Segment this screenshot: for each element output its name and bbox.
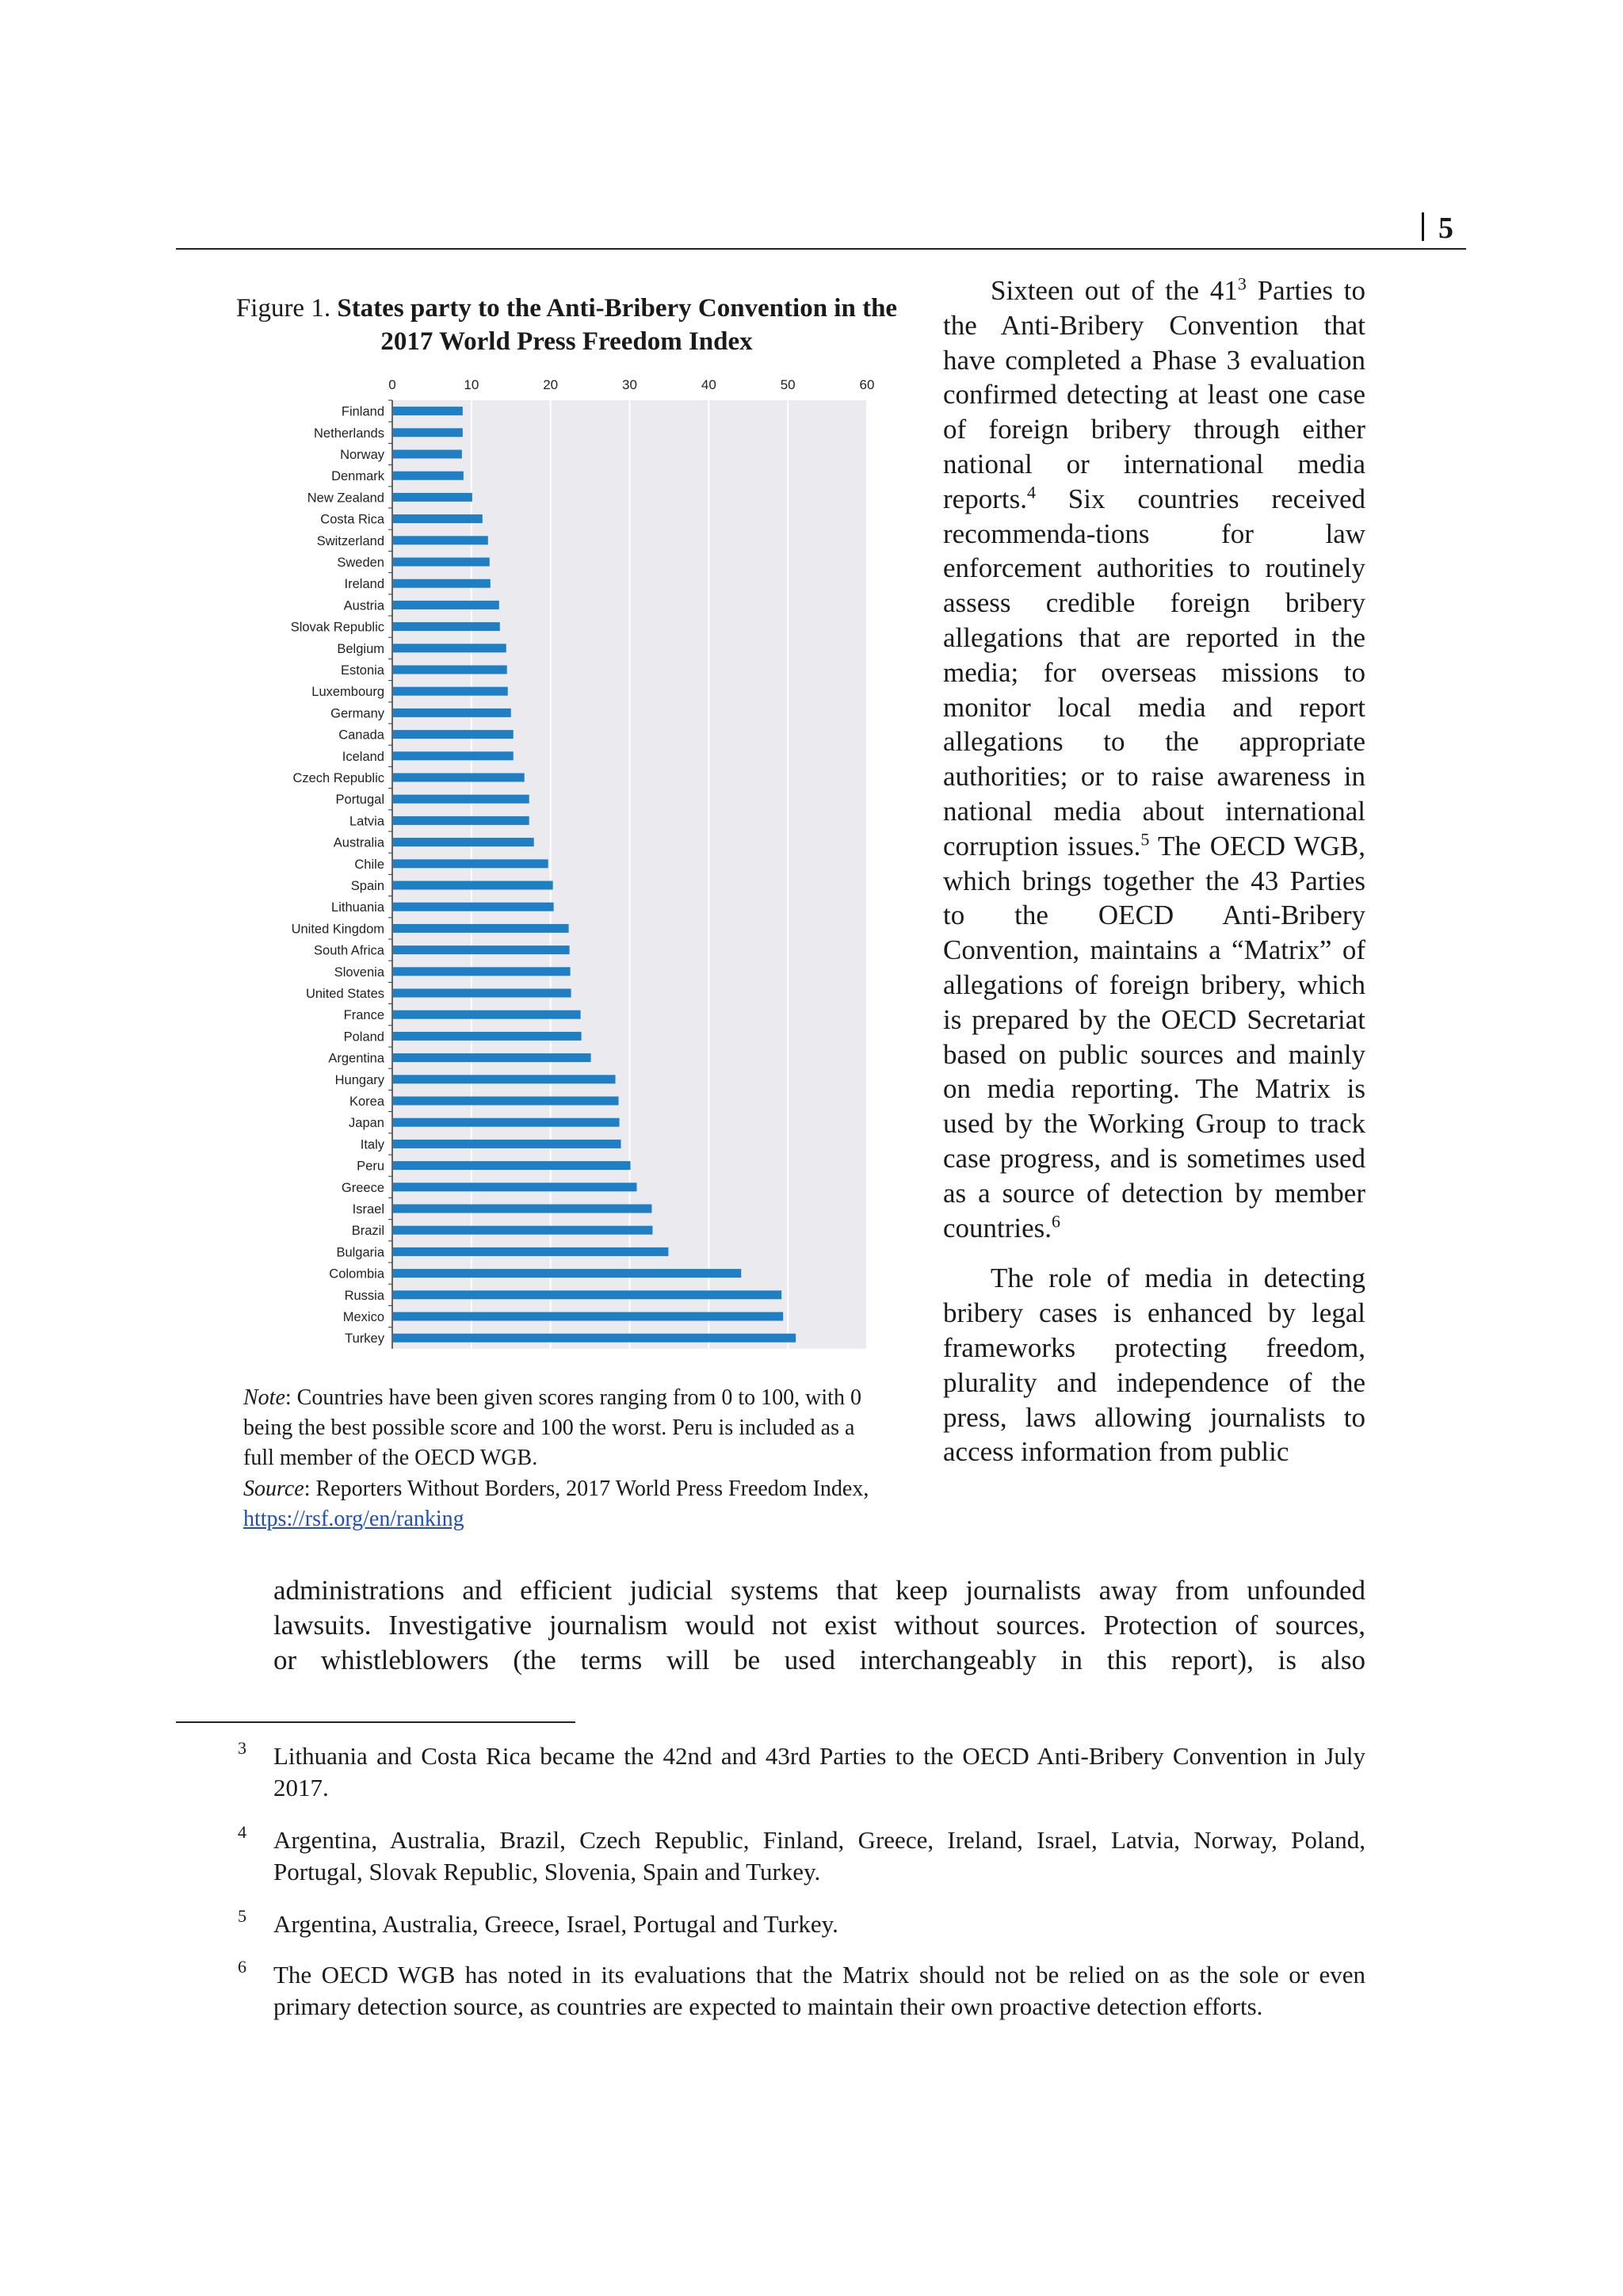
figure-title <box>230 292 903 358</box>
category-label: Poland <box>343 1030 384 1045</box>
source-label: Source <box>243 1477 304 1501</box>
bar <box>393 924 569 933</box>
bar <box>393 1226 652 1235</box>
para2-line-3: or whistleblowers (the terms will be used interchangeably in this report), is also <box>273 1644 1365 1675</box>
bar <box>393 774 525 782</box>
footnote-ref-4[interactable]: 4 <box>1026 482 1036 502</box>
category-label: Colombia <box>329 1266 384 1282</box>
bar <box>393 472 464 480</box>
bar <box>393 601 499 609</box>
bar <box>393 967 571 976</box>
bar <box>393 514 483 523</box>
category-label: Peru <box>357 1159 384 1174</box>
footnote-text: Lithuania and Costa Rica became the 42nd and 43rd Parties to the OECD Anti-Bribery Convention in July 2017. <box>273 1742 1365 1801</box>
x-tick-label: 20 <box>543 377 559 392</box>
category-label: Korea <box>349 1095 384 1109</box>
footnote-5 <box>238 1908 1365 1940</box>
category-label: Slovenia <box>334 965 384 980</box>
page-number-text: 5 <box>1438 212 1453 245</box>
footnote-number: 5 <box>238 1906 246 1926</box>
category-label: Netherlands <box>314 426 384 441</box>
category-label: Australia <box>333 835 384 850</box>
category-label: Greece <box>341 1180 384 1195</box>
paragraph-2-start: The role of media in detecting bribery cases is enhanced by legal frameworks protecting freedom, plurality and independence of the press, laws allowing journalists to access information from public <box>943 1263 1365 1468</box>
footnote-6 <box>238 1959 1365 2023</box>
bar <box>393 536 488 544</box>
para2-line-2: lawsuits. Investigative journalism would not exist without sources. Protection of sources, <box>273 1609 1365 1641</box>
bar <box>393 903 554 911</box>
source-text: : Reporters Without Borders, 2017 World Press Freedom Index, <box>304 1477 869 1501</box>
footnote-text: Argentina, Australia, Greece, Israel, Portugal and Turkey. <box>273 1910 838 1938</box>
category-label: France <box>343 1008 384 1023</box>
category-label: Slovak Republic <box>290 620 384 635</box>
header-rule <box>176 248 1466 250</box>
bar <box>393 1205 651 1213</box>
bar <box>393 1010 581 1019</box>
para1-part4: The OECD WGB, which brings together the 43 Parties to the OECD Anti-Bribery Convention, maintains a “Matrix” of allegations of foreign bribery, which is prepared by the OECD Secretariat based on public sources and mainly on media reporting. The Matrix is used by the Working Group to track case progress, and is sometimes used as a source of detection by member countries. <box>943 830 1365 1244</box>
bar <box>393 428 463 437</box>
bar <box>393 1097 619 1106</box>
category-label: Costa Rica <box>320 512 384 527</box>
category-label: United Kingdom <box>291 922 384 937</box>
category-label: South Africa <box>314 943 384 958</box>
bar <box>393 1247 668 1256</box>
category-label: Austria <box>343 598 384 613</box>
para2-line-1: administrations and efficient judicial systems that keep journalists away from unfounded <box>273 1575 1365 1606</box>
bar <box>393 1312 783 1321</box>
bar <box>393 730 514 739</box>
x-tick-label: 50 <box>780 377 796 392</box>
figure-title-text: States party to the Anti-Bribery Convention in the 2017 World Press Freedom Index <box>337 294 898 356</box>
x-tick-label: 60 <box>859 377 875 392</box>
page-number <box>1422 211 1453 246</box>
bar <box>393 1334 796 1343</box>
category-label: Russia <box>344 1288 384 1303</box>
category-label: Iceland <box>342 749 384 764</box>
footnote-text: Argentina, Australia, Brazil, Czech Republic, Finland, Greece, Ireland, Israel, Latvia, Norway, Poland, Portugal, Slovak Republic, Slovenia, Spain and Turkey. <box>273 1826 1365 1885</box>
para1-part1: Sixteen out of the 41 <box>991 275 1238 306</box>
paragraph-2-continuation <box>273 1573 1365 1677</box>
footnote-ref-6[interactable]: 6 <box>1052 1210 1061 1231</box>
category-label: Argentina <box>328 1051 384 1066</box>
footnote-number: 6 <box>238 1957 246 1977</box>
category-label: Mexico <box>342 1310 384 1324</box>
category-label: Finland <box>341 404 384 419</box>
bar <box>393 1182 636 1191</box>
footnote-ref-3[interactable]: 3 <box>1237 273 1247 294</box>
paragraph-1 <box>943 273 1365 1245</box>
bar <box>393 1032 582 1041</box>
bar <box>393 859 548 868</box>
category-label: Lithuania <box>331 900 384 915</box>
category-label: Canada <box>338 728 384 743</box>
footnote-ref-5[interactable]: 5 <box>1140 829 1150 850</box>
footnote-3 <box>238 1740 1365 1804</box>
bar <box>393 687 508 696</box>
category-label: Belgium <box>337 641 384 656</box>
x-tick-label: 10 <box>464 377 479 392</box>
category-label: Bulgaria <box>336 1245 384 1260</box>
bar <box>393 622 500 631</box>
bar <box>393 1075 616 1083</box>
category-label: United States <box>305 987 384 1001</box>
right-column-text <box>943 273 1365 1469</box>
footnote-number: 3 <box>238 1738 246 1758</box>
category-label: Hungary <box>334 1072 384 1087</box>
para1-part3: Six countries received recommenda-tions for law enforcement authorities to routinely assess credible foreign bribery allegations that are reported in the media; for overseas missions to monitor local media and report allegations to the appropriate authorities; or to raise awareness in national media about international corruption issues. <box>943 483 1365 861</box>
bar <box>393 1118 620 1127</box>
bar <box>393 751 514 760</box>
bar <box>393 644 506 652</box>
bar <box>393 1269 741 1278</box>
category-label: New Zealand <box>307 491 384 506</box>
bar <box>393 989 571 998</box>
figure-note <box>243 1383 877 1473</box>
bar <box>393 450 462 459</box>
footnote-rule <box>176 1721 575 1723</box>
bar-chart <box>262 372 896 1363</box>
figure-label: Figure 1. <box>235 294 331 323</box>
category-label: Israel <box>352 1202 384 1217</box>
note-text: : Countries have been given scores ranging from 0 to 100, with 0 being the best possible score and 100 the worst. Peru is included as a full member of the OECD WGB. <box>243 1385 861 1470</box>
category-label: Latvia <box>349 814 384 829</box>
category-label: Denmark <box>331 469 384 484</box>
page-number-bar <box>1422 212 1424 241</box>
footnote-number: 4 <box>238 1822 246 1842</box>
bar <box>393 881 553 890</box>
category-label: Luxembourg <box>311 685 384 700</box>
category-label: Italy <box>360 1137 384 1152</box>
x-tick-label: 0 <box>388 377 396 392</box>
figure-source <box>243 1474 877 1534</box>
x-tick-label: 30 <box>622 377 637 392</box>
category-label: Sweden <box>337 556 384 570</box>
note-label: Note <box>243 1385 285 1410</box>
bar <box>393 558 490 567</box>
category-label: Japan <box>349 1116 384 1131</box>
bar <box>393 493 472 502</box>
x-tick-label: 40 <box>701 377 716 392</box>
footnote-text: The OECD WGB has noted in its evaluations that the Matrix should not be relied on as the sole or even primary detection source, as countries are expected to maintain their own proactive detection efforts. <box>273 1961 1365 2020</box>
category-label: Czech Republic <box>292 771 384 785</box>
bar <box>393 407 463 415</box>
category-label: Turkey <box>345 1331 384 1347</box>
category-label: Ireland <box>344 577 384 592</box>
bar <box>393 838 534 846</box>
bar <box>393 1161 630 1170</box>
bar <box>393 579 491 588</box>
bar <box>393 1290 781 1299</box>
bar <box>393 1140 621 1148</box>
category-label: Norway <box>340 448 384 462</box>
category-label: Estonia <box>340 663 384 678</box>
category-label: Portugal <box>335 793 384 808</box>
source-link[interactable]: https://rsf.org/en/ranking <box>243 1507 464 1531</box>
category-label: Brazil <box>351 1224 384 1239</box>
bar <box>393 1053 591 1062</box>
category-label: Germany <box>330 706 384 721</box>
category-label: Chile <box>354 857 384 872</box>
bar <box>393 795 529 804</box>
bar <box>393 816 529 825</box>
para1-part2: Parties to the Anti-Bribery Convention that have completed a Phase 3 evaluation confirmed detecting at least one case of foreign bribery through either national or international media reports. <box>943 275 1366 514</box>
footnote-4 <box>238 1824 1365 1888</box>
bar <box>393 709 511 717</box>
bar <box>393 946 570 954</box>
category-label: Spain <box>350 879 384 893</box>
category-label: Switzerland <box>316 533 384 548</box>
bar <box>393 666 507 674</box>
